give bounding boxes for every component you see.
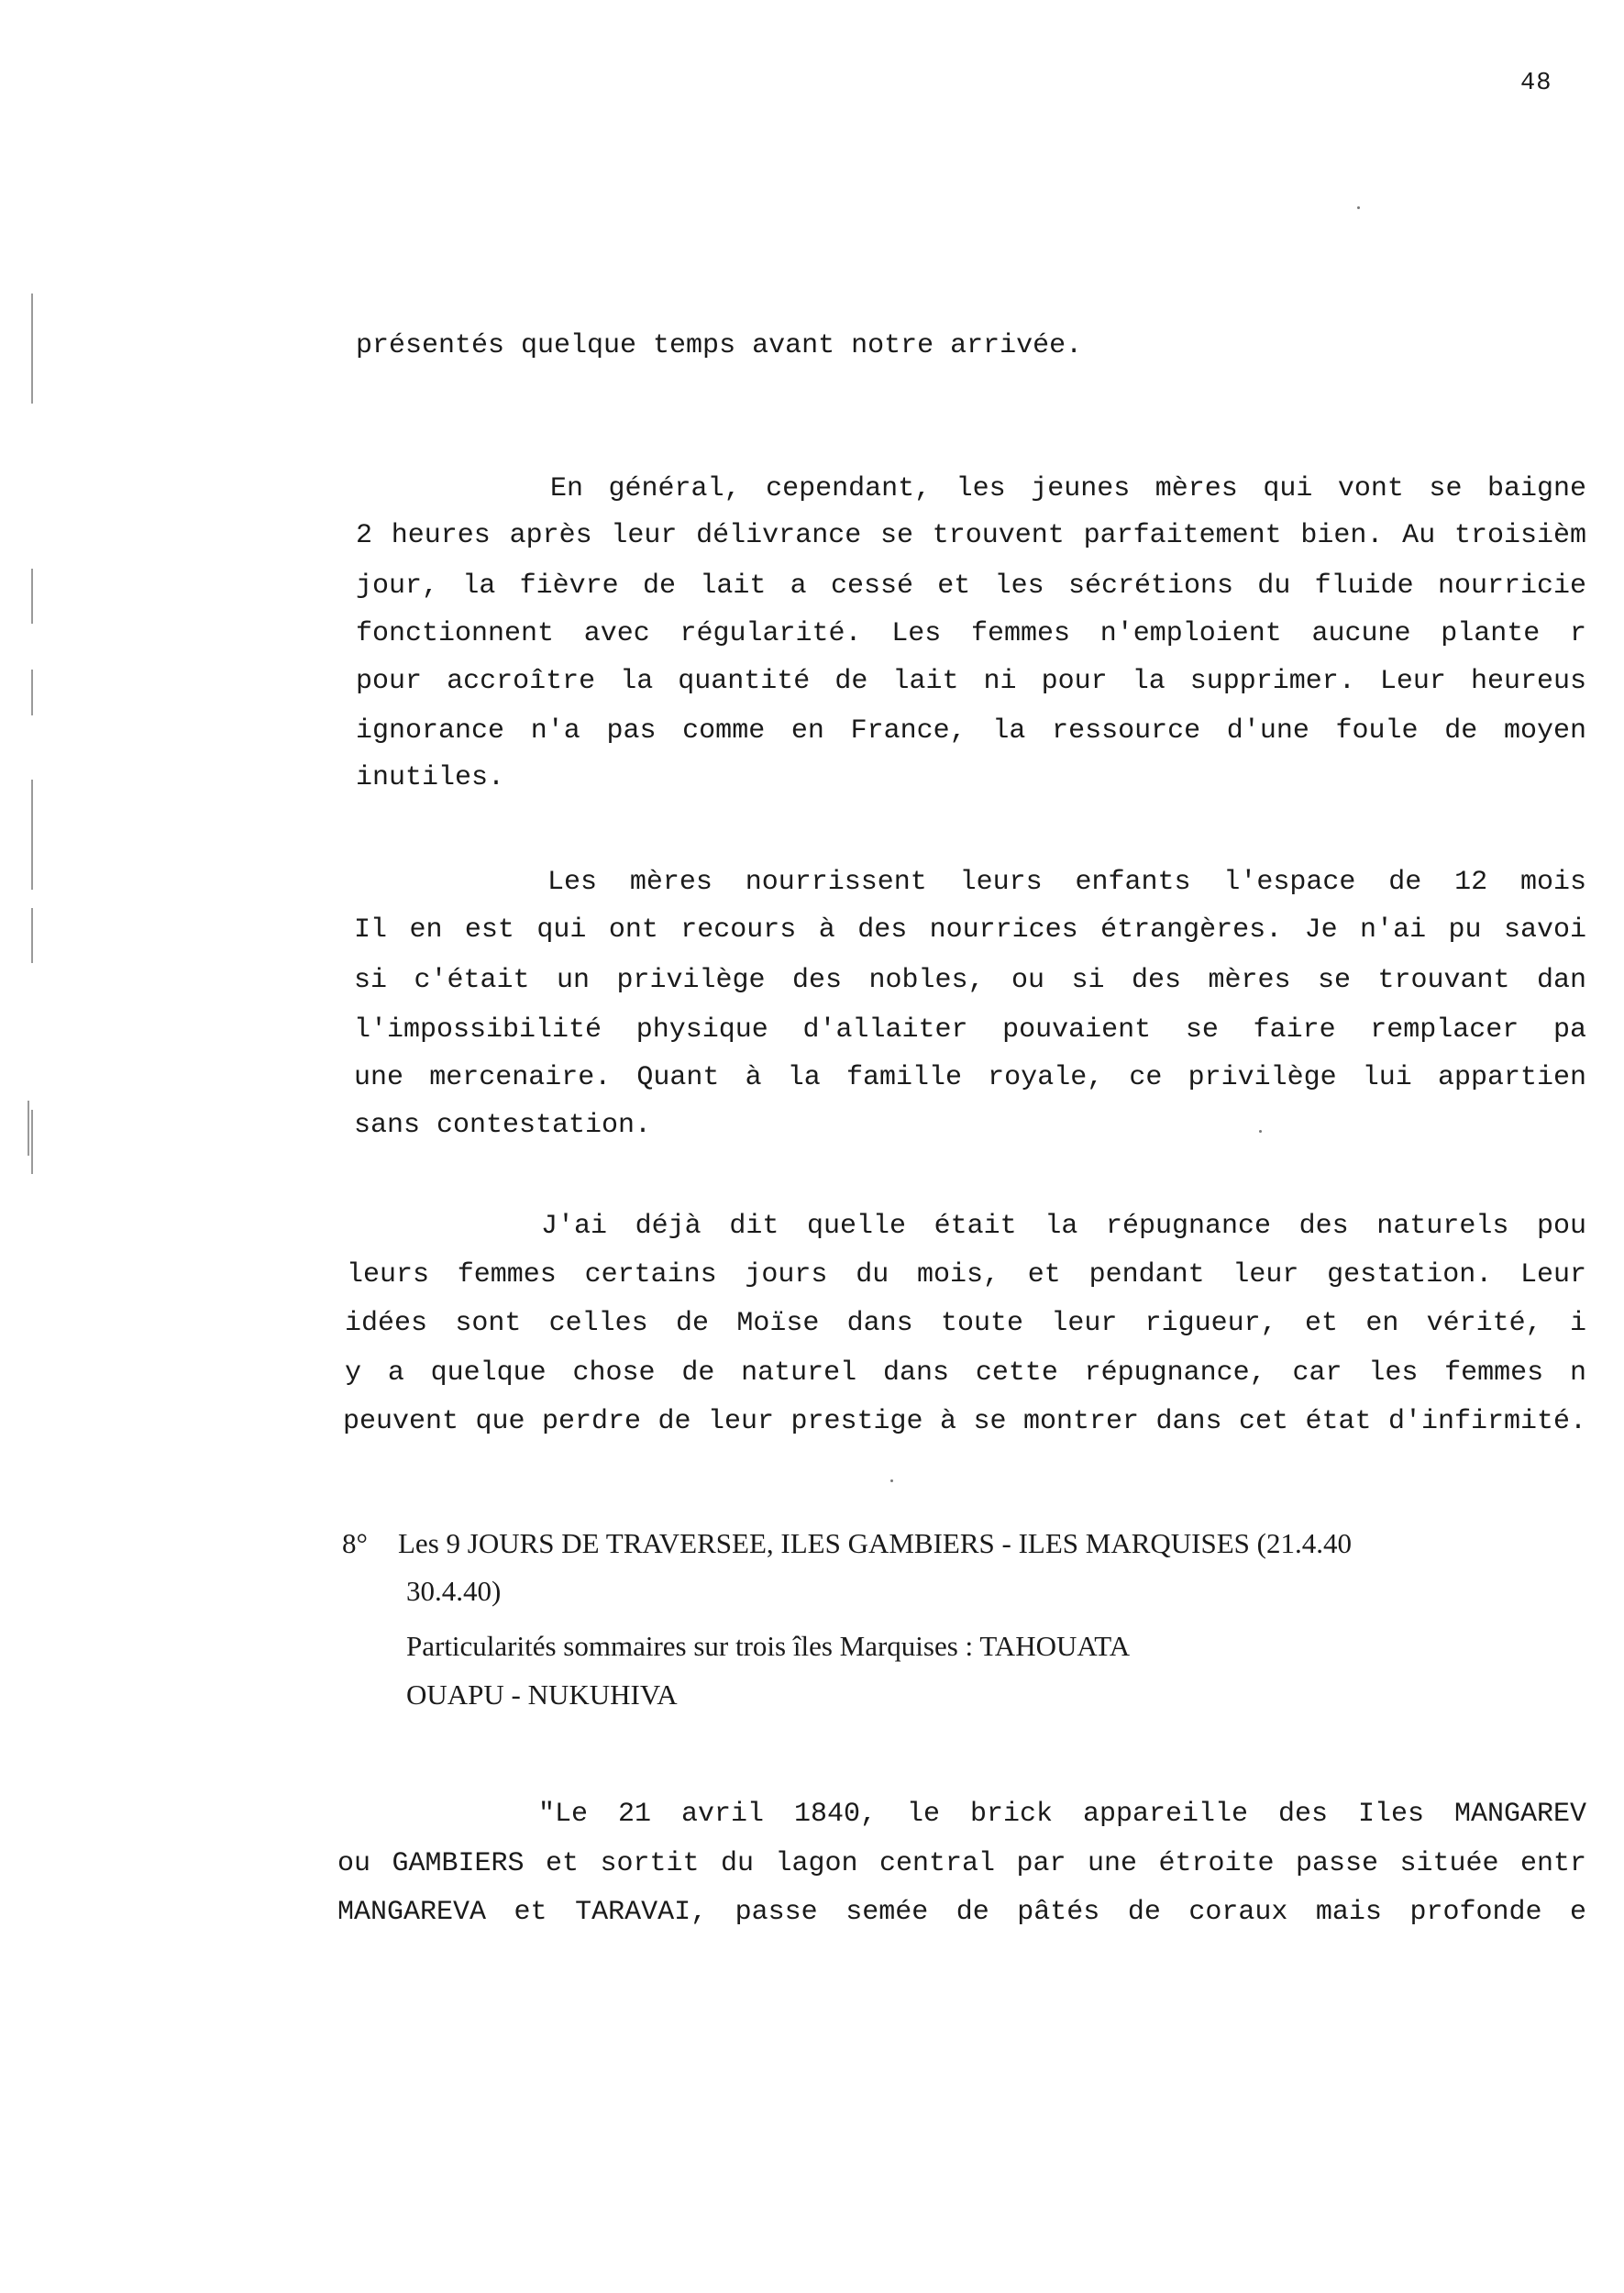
text-line: inutiles. (356, 764, 505, 792)
text-line: ou GAMBIERS et sortit du lagon central par une étroite passe située entr (337, 1850, 1586, 1878)
text-line: jour, la fièvre de lait a cessé et les sécrétions du fluide nourricie (356, 572, 1586, 600)
text-line: fonctionnent avec régularité. Les femmes n'emploient aucune plante r (356, 620, 1586, 648)
section-subtitle-line: OUAPU - NUKUHIVA (406, 1678, 678, 1711)
section-subtitle (406, 1630, 1130, 1663)
section-number: 8° (342, 1527, 368, 1559)
text-line: "Le 21 avril 1840, le brick appareille des Iles MANGAREV (538, 1800, 1586, 1828)
section-subtitle-line: Particularités sommaires sur trois îles Marquises : TAHOUATA (406, 1630, 1130, 1663)
margin-mark (28, 1101, 29, 1156)
ink-speck (890, 1479, 893, 1482)
text-line: Il en est qui ont recours à des nourrices étrangères. Je n'ai pu savoi (354, 916, 1586, 944)
margin-mark (31, 670, 33, 715)
text-line: si c'était un privilège des nobles, ou si des mères se trouvant dan (354, 967, 1586, 994)
text-line: peuvent que perdre de leur prestige à se montrer dans cet état d'infirmité. (343, 1408, 1586, 1435)
margin-mark (31, 780, 33, 890)
section-title (406, 1575, 501, 1608)
text-line: idées sont celles de Moïse dans toute leur rigueur, et en vérité, i (345, 1310, 1586, 1337)
text-line: ignorance n'a pas comme en France, la ressource d'une foule de moyen (356, 717, 1586, 745)
text-line: leurs femmes certains jours du mois, et pendant leur gestation. Leur (347, 1261, 1586, 1289)
section-title (398, 1527, 1563, 1560)
page-number: 48 (1520, 70, 1552, 97)
text-line: présentés quelque temps avant notre arrivée. (356, 332, 1083, 360)
text-line: J'ai déjà dit quelle était la répugnance des naturels pou (541, 1213, 1586, 1240)
text-line: MANGAREVA et TARAVAI, passe semée de pâtés de coraux mais profonde e (337, 1899, 1586, 1926)
text-line: l'impossibilité physique d'allaiter pouvaient se faire remplacer pa (354, 1016, 1586, 1044)
text-line: une mercenaire. Quant à la famille royale, ce privilège lui appartien (354, 1064, 1586, 1091)
text-line: 2 heures après leur délivrance se trouvent parfaitement bien. Au troisièm (356, 522, 1586, 549)
ink-speck (1357, 206, 1360, 209)
section-title-line: Les 9 JOURS DE TRAVERSEE, ILES GAMBIERS - ILES MARQUISES (21.4.40 (398, 1527, 1352, 1560)
margin-mark (31, 1110, 33, 1174)
text-line: pour accroître la quantité de lait ni pour la supprimer. Leur heureus (356, 668, 1586, 695)
section-subtitle (406, 1678, 678, 1711)
margin-mark (31, 569, 33, 624)
margin-mark (31, 294, 33, 404)
text-line: sans contestation. (354, 1112, 652, 1139)
margin-mark (31, 908, 33, 963)
section-title-line: 30.4.40) (406, 1575, 501, 1608)
text-line: y a quelque chose de naturel dans cette répugnance, car les femmes n (345, 1359, 1586, 1387)
text-line: En général, cependant, les jeunes mères qui vont se baigne (550, 475, 1586, 503)
text-line: Les mères nourrissent leurs enfants l'espace de 12 mois (547, 869, 1586, 896)
